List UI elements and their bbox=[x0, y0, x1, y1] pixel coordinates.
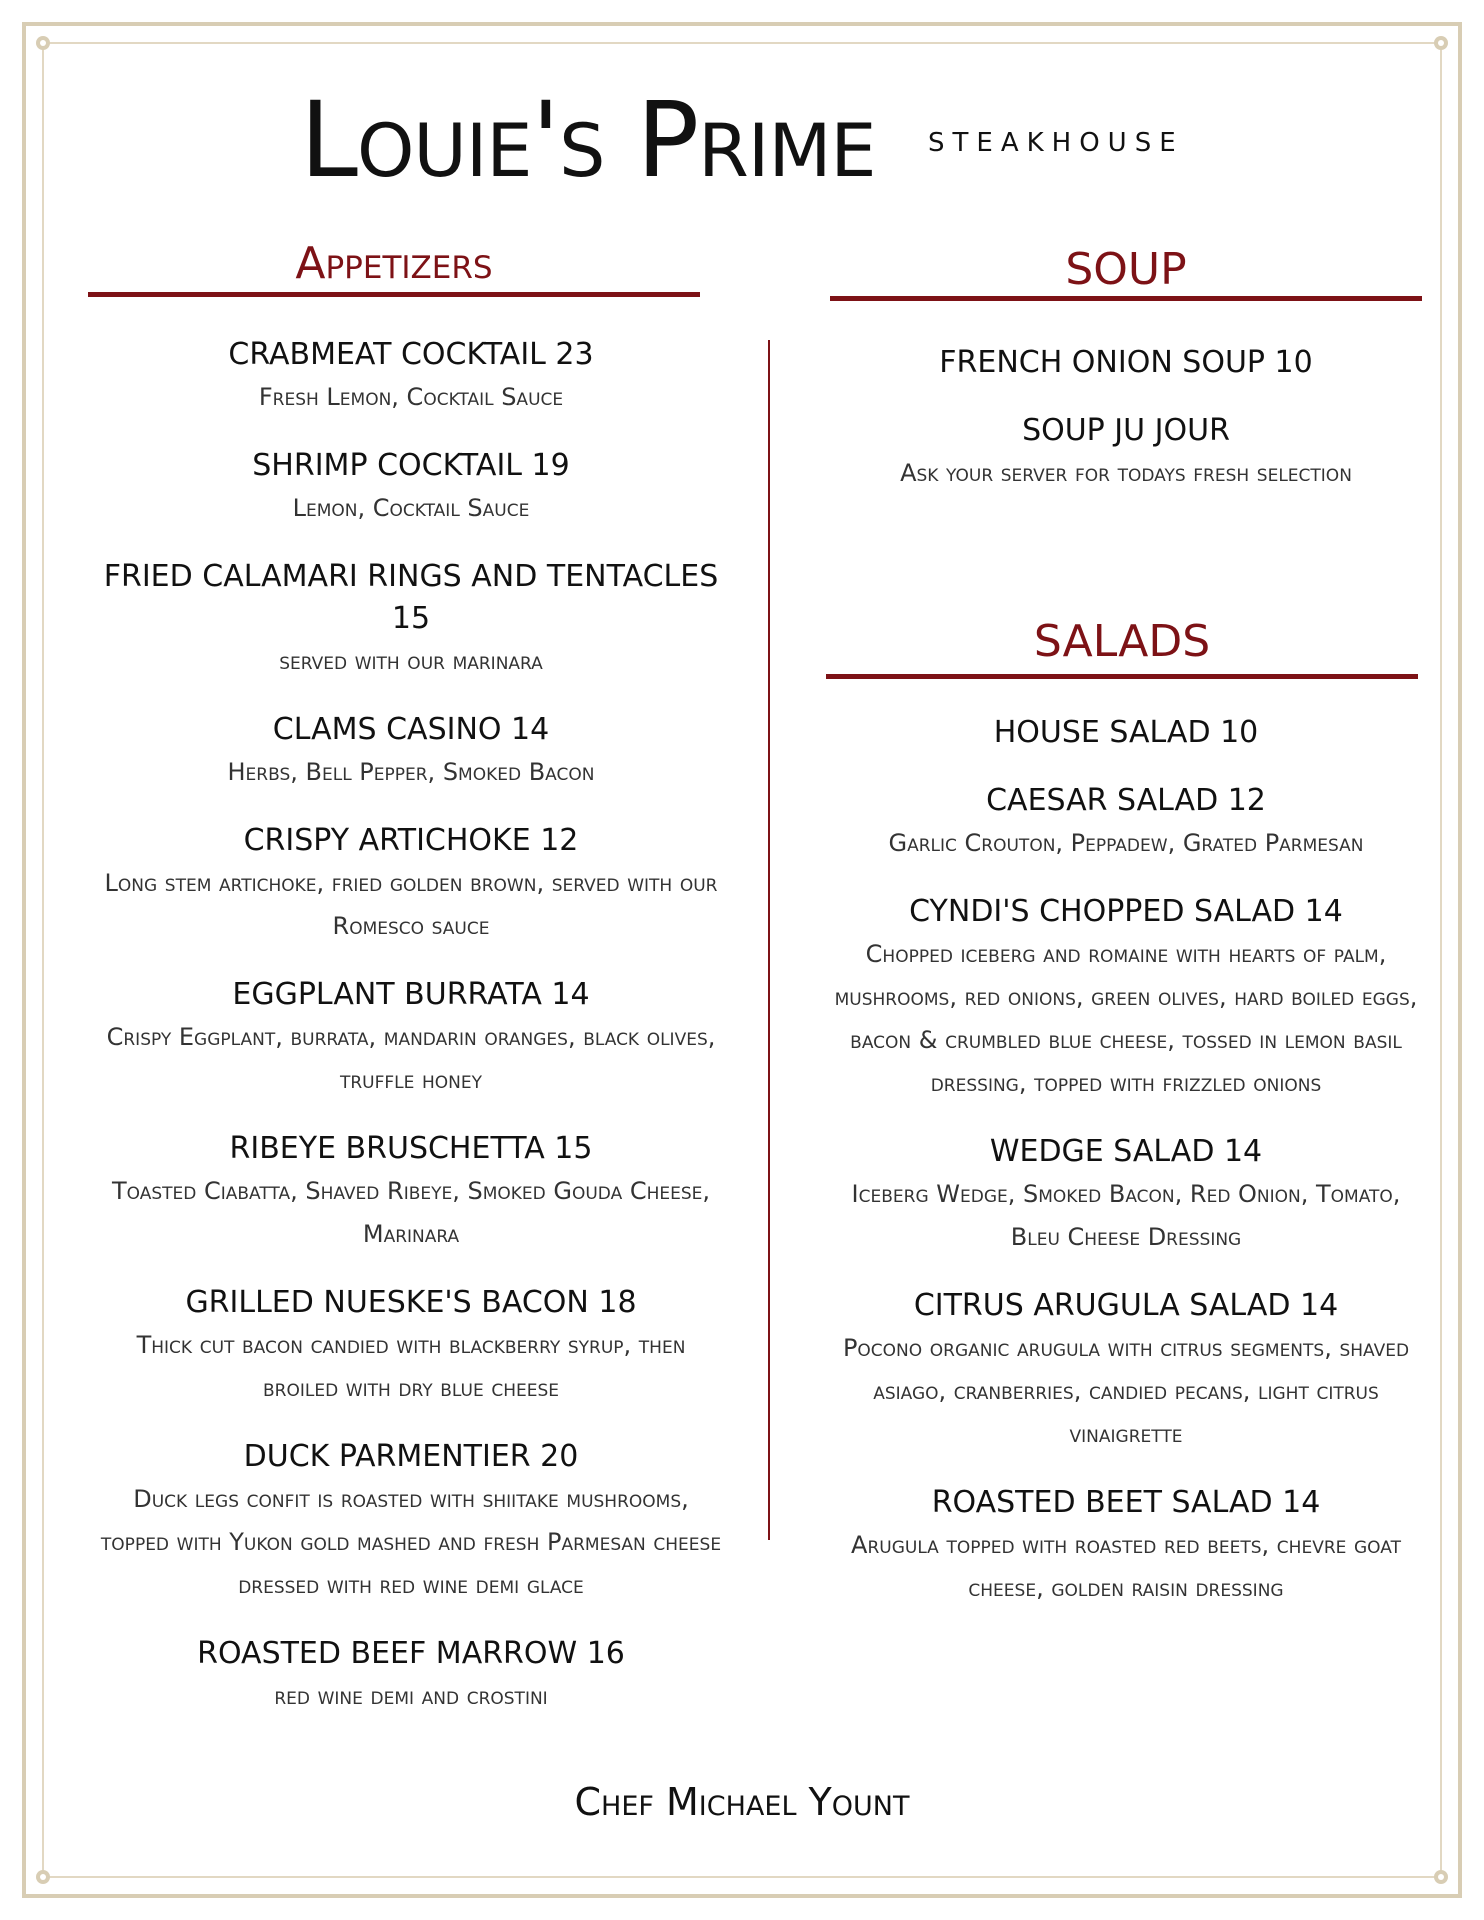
menu-item bbox=[826, 1131, 1426, 1259]
salads-rule bbox=[826, 674, 1418, 679]
corner-ornament-icon bbox=[36, 36, 50, 50]
item-description: Long stem artichoke, fried golden brown, served with our Romesco sauce bbox=[104, 869, 718, 940]
item-name: EGGPLANT BURRATA 14 bbox=[232, 977, 590, 1012]
item-name: CRABMEAT COCKTAIL 23 bbox=[228, 337, 594, 372]
corner-ornament-icon bbox=[1434, 1870, 1448, 1884]
item-name: SHRIMP COCKTAIL 19 bbox=[252, 448, 570, 483]
item-name: CITRUS ARUGULA SALAD 14 bbox=[913, 1288, 1339, 1323]
menu-item bbox=[826, 712, 1426, 754]
corner-ornament-icon bbox=[36, 1870, 50, 1884]
item-description: Duck legs confit is roasted with shiitake mushrooms, topped with Yukon gold mashed and fresh Parmesan cheese dressed with red wine demi glace bbox=[100, 1485, 722, 1599]
menu-item bbox=[96, 556, 726, 683]
item-name: FRIED CALAMARI RINGS AND TENTACLES 15 bbox=[103, 559, 719, 636]
item-description: Crispy Eggplant, burrata, mandarin oranges, black olives, truffle honey bbox=[106, 1023, 716, 1094]
menu-item bbox=[826, 891, 1426, 1105]
restaurant-tagline: STEAKHOUSE bbox=[928, 128, 1184, 158]
appetizers-rule bbox=[88, 292, 700, 297]
item-description: Toasted Ciabatta, Shaved Ribeye, Smoked Gouda Cheese, Marinara bbox=[111, 1177, 711, 1248]
menu-item bbox=[96, 1436, 726, 1607]
item-name: CRISPY ARTICHOKE 12 bbox=[243, 823, 579, 858]
item-description: Arugula topped with roasted red beets, chevre goat cheese, golden raisin dressing bbox=[851, 1531, 1401, 1602]
menu-item bbox=[96, 1128, 726, 1256]
chef-signature: Chef Michael Yount bbox=[574, 1780, 910, 1824]
menu-item bbox=[830, 410, 1422, 495]
item-description: Lemon, Cocktail Sauce bbox=[292, 494, 530, 522]
item-description: Iceberg Wedge, Smoked Bacon, Red Onion, Tomato, Bleu Cheese Dressing bbox=[851, 1180, 1401, 1251]
item-description: Fresh Lemon, Cocktail Sauce bbox=[258, 383, 564, 411]
item-name: RIBEYE BRUSCHETTA 15 bbox=[229, 1131, 593, 1166]
item-name: CLAMS CASINO 14 bbox=[272, 712, 550, 747]
item-description: Herbs, Bell Pepper, Smoked Bacon bbox=[227, 758, 595, 786]
appetizers-list bbox=[96, 334, 726, 1744]
menu-header bbox=[0, 70, 1484, 210]
menu-item bbox=[96, 709, 726, 794]
item-description: Thick cut bacon candied with blackberry syrup, then broiled with dry blue cheese bbox=[136, 1331, 686, 1402]
item-name: WEDGE SALAD 14 bbox=[989, 1134, 1263, 1169]
item-description: red wine demi and crostini bbox=[274, 1682, 548, 1710]
item-name: CAESAR SALAD 12 bbox=[986, 783, 1266, 818]
item-description: Pocono organic arugula with citrus segments, shaved asiago, cranberries, candied pecans, light citrus vinaigrette bbox=[842, 1334, 1410, 1448]
menu-item bbox=[96, 1282, 726, 1410]
soup-list bbox=[830, 342, 1422, 521]
item-name: FRENCH ONION SOUP 10 bbox=[939, 345, 1313, 380]
item-name: GRILLED NUESKE'S BACON 18 bbox=[185, 1285, 637, 1320]
item-name: CYNDI'S CHOPPED SALAD 14 bbox=[909, 894, 1343, 929]
item-description: Ask your server for todays fresh selection bbox=[900, 459, 1352, 487]
item-name: HOUSE SALAD 10 bbox=[993, 715, 1259, 750]
item-name: ROASTED BEET SALAD 14 bbox=[931, 1485, 1321, 1520]
soup-rule bbox=[830, 296, 1422, 301]
item-description: served with our marinara bbox=[279, 647, 543, 675]
item-description: Chopped iceberg and romaine with hearts of palm, mushrooms, red onions, green olives, hard boiled eggs, bacon & crumbled blue cheese, tossed in lemon basil dressing, topped with frizzled onions bbox=[834, 940, 1418, 1097]
item-description: Garlic Crouton, Peppadew, Grated Parmesan bbox=[888, 829, 1364, 857]
menu-item bbox=[826, 1482, 1426, 1610]
item-name: DUCK PARMENTIER 20 bbox=[243, 1439, 579, 1474]
menu-item bbox=[96, 820, 726, 948]
menu-item bbox=[830, 342, 1422, 384]
appetizers-title: Appetizers bbox=[295, 238, 493, 289]
corner-ornament-icon bbox=[1434, 36, 1448, 50]
salads-list bbox=[826, 712, 1426, 1636]
menu-item bbox=[826, 780, 1426, 865]
item-name: SOUP JU JOUR bbox=[1022, 413, 1230, 448]
menu-item bbox=[96, 1633, 726, 1718]
restaurant-name: Louie's Prime bbox=[300, 79, 876, 201]
menu-item bbox=[96, 445, 726, 530]
menu-item bbox=[96, 334, 726, 419]
salads-title: SALADS bbox=[1033, 616, 1211, 667]
menu-item bbox=[826, 1285, 1426, 1456]
column-divider bbox=[768, 340, 770, 1540]
soup-title: SOUP bbox=[1065, 244, 1187, 295]
menu-item bbox=[96, 974, 726, 1102]
item-name: ROASTED BEEF MARROW 16 bbox=[197, 1636, 625, 1671]
